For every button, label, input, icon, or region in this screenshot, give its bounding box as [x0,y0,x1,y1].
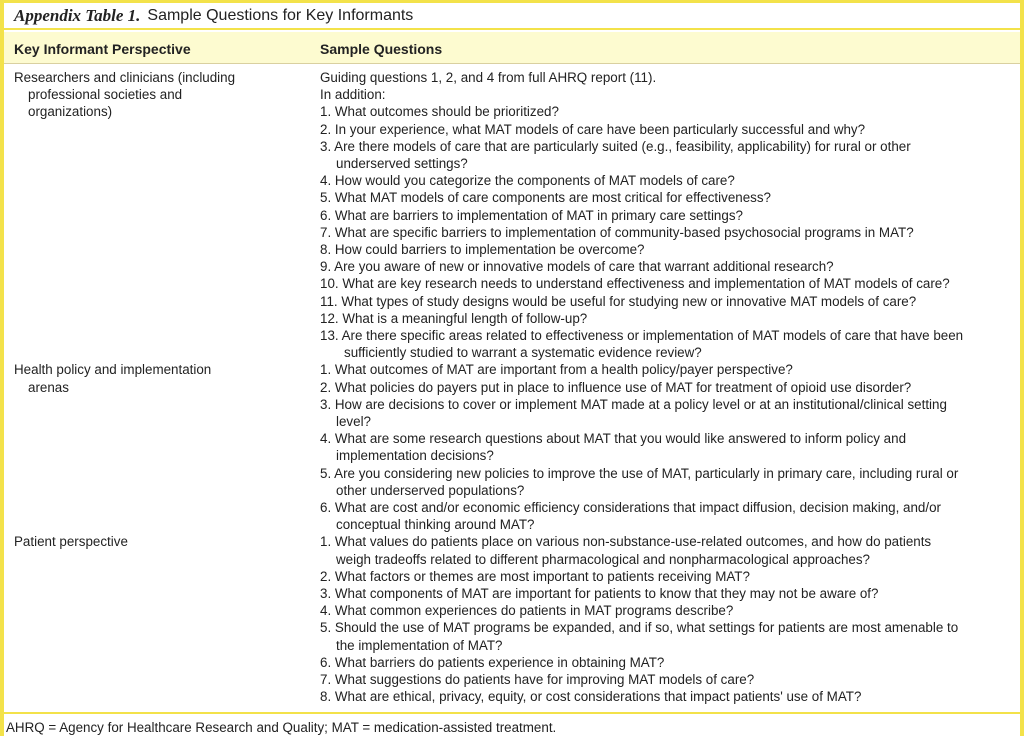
question-line: 7. What are specific barriers to implementation of community-based psychosocial programs in MAT? [320,224,914,240]
table-title [4,0,1020,30]
question-line: 9. Are you aware of new or innovative models of care that warrant additional research? [320,259,834,275]
footnote-text: AHRQ = Agency for Healthcare Research and Quality; MAT = medication-assisted treatment. [6,720,557,735]
question-line: conceptual thinking around MAT? [336,517,535,533]
question-line: Guiding questions 1, 2, and 4 from full AHRQ report (11). [320,70,657,85]
question-line: 3. How are decisions to cover or implement MAT made at a policy level or at an institutional/clinical setting [320,396,947,412]
question-line: 13. Are there specific areas related to effectiveness or implementation of MAT models of care that have been [320,328,964,343]
question-line: 10. What are key research needs to understand effectiveness and implementation of MAT models of care? [320,276,950,292]
question-line: level? [336,414,371,429]
question-line: 11. What types of study designs would be useful for studying new or innovative MAT models of care? [320,293,917,309]
question-line: 3. What components of MAT are important for patients to know that they may not be aware of? [320,586,879,601]
question-line: underserved settings? [336,156,468,171]
perspective-label-line: arenas [28,379,69,395]
question-line: 1. What values do patients place on various non-substance-use-related outcomes, and how do patients [320,534,932,550]
question-line: 4. What are some research questions about MAT that you would like answered to inform policy and [320,431,907,447]
question-line: weigh tradeoffs related to different pharmacological and nonpharmacological approaches? [336,551,870,567]
question-line: implementation decisions? [336,448,494,464]
question-line: 2. What factors or themes are most important to patients receiving MAT? [320,568,750,584]
table-footnote [4,712,1020,736]
question-line: 6. What are cost and/or economic efficiency considerations that impact diffusion, decision making, and/or [320,500,942,515]
perspective-label-line: Researchers and clinicians (including [14,70,236,85]
question-line: 5. What MAT models of care components are most critical for effectiveness? [320,190,772,206]
question-line: 5. Should the use of MAT programs be expanded, and if so, what settings for patients are most amenable to [320,620,959,636]
table-title-label: Appendix Table 1. [14,5,141,25]
question-line: other underserved populations? [336,482,525,498]
question-line: sufficiently studied to warrant a systematic evidence review? [344,345,702,361]
question-line: 2. In your experience, what MAT models of care have been particularly successful and why? [320,121,866,137]
question-line: the implementation of MAT? [336,637,503,653]
question-line: 4. What common experiences do patients in MAT programs describe? [320,603,734,619]
question-line: 3. Are there models of care that are particularly suited (e.g., feasibility, applicability) for rural or other [320,138,911,154]
perspective-label-line: Health policy and implementation [14,362,212,378]
question-line: 7. What suggestions do patients have for improving MAT models of care? [320,672,755,687]
table-title-text: Sample Questions for Key Informants [147,6,414,24]
question-line: 2. What policies do payers put in place to influence use of MAT for treatment of opioid use disorder? [320,379,912,395]
perspective-label-line: professional societies and [28,87,183,103]
perspective-label-line: Patient perspective [14,534,128,550]
perspective-label-line: organizations) [28,104,113,120]
question-line: 1. What outcomes of MAT are important from a health policy/payer perspective? [320,362,793,378]
question-line: 12. What is a meaningful length of follow-up? [320,310,588,326]
question-line: 8. How could barriers to implementation be overcome? [320,242,645,257]
question-line: 1. What outcomes should be prioritized? [320,104,559,120]
question-line: 6. What barriers do patients experience in obtaining MAT? [320,654,665,670]
question-line: 5. Are you considering new policies to improve the use of MAT, particularly in primary care, including rural or [320,465,959,481]
column-header-questions: Sample Questions [320,41,443,57]
question-line: 8. What are ethical, privacy, equity, or cost considerations that impact patients' use of MAT? [320,689,862,705]
column-header-perspective: Key Informant Perspective [14,41,191,57]
question-line: 4. How would you categorize the components of MAT models of care? [320,173,735,189]
table-body [4,63,1020,712]
question-line: 6. What are barriers to implementation of MAT in primary care settings? [320,207,743,223]
question-line: In addition: [320,87,386,103]
table-header-row [4,32,1020,64]
